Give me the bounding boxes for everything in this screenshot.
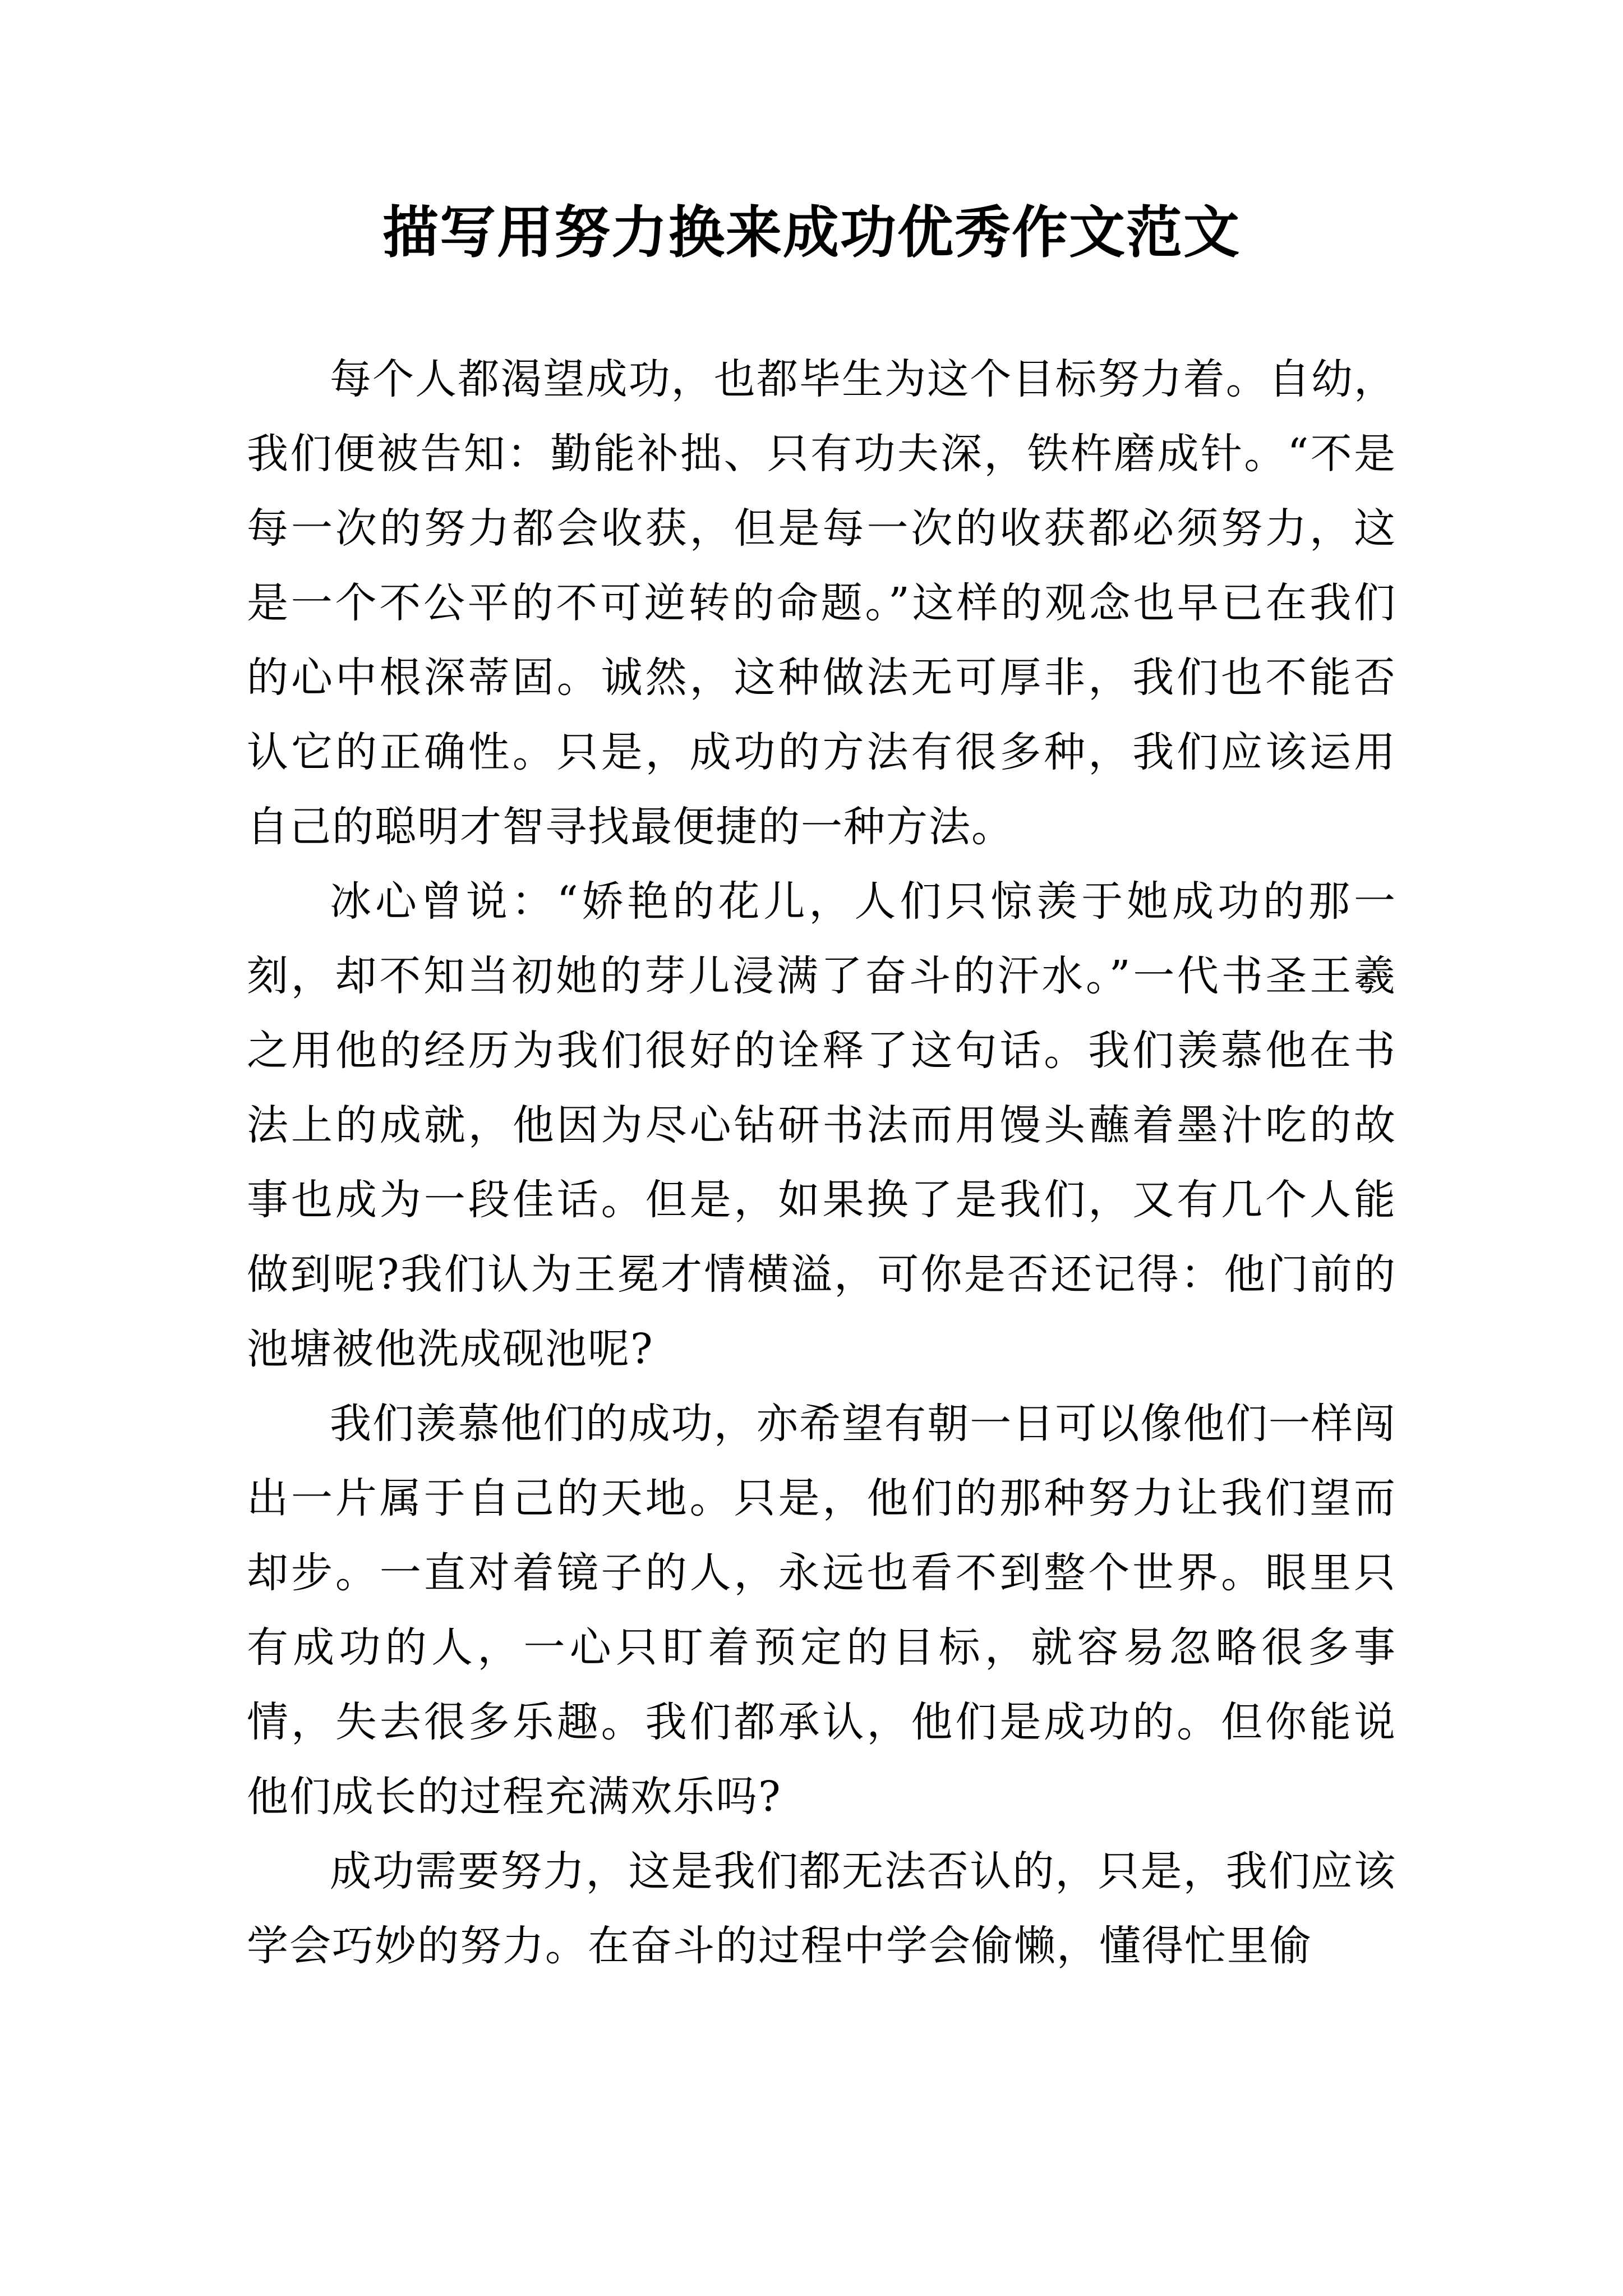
document-body xyxy=(247,342,1396,1984)
document-title: 描写用努力换来成功优秀作文范文 xyxy=(382,200,1241,265)
paragraph-4: 成功需要努力，这是我们都无法否认的，只是，我们应该学会巧妙的努力。在奋斗的过程中学会偷懒，懂得忙里偷 xyxy=(247,1847,1396,1970)
paragraph-2: 冰心曾说：“娇艳的花儿，人们只惊羡于她成功的那一刻，却不知当初她的芽儿浸满了奋斗的汗水。”一代书圣王羲之用他的经历为我们很好的诠释了这句话。我们羡慕他在书法上的成就，他因为尽心钻研书法而用馒头蘸着墨汁吃的故事也成为一段佳话。但是，如果换了是我们，又有几个人能做到呢?我们认为王冕才情横溢，可你是否还记得：他门前的池塘被他洗成砚池呢? xyxy=(247,877,1396,1373)
paragraph-3: 我们羡慕他们的成功，亦希望有朝一日可以像他们一样闯出一片属于自己的天地。只是，他们的那种努力让我们望而却步。一直对着镜子的人，永远也看不到整个世界。眼里只有成功的人，一心只盯着预定的目标，就容易忽略很多事情，失去很多乐趣。我们都承认，他们是成功的。但你能说他们成长的过程充满欢乐吗? xyxy=(247,1400,1396,1821)
paragraph-1: 每个人都渴望成功，也都毕生为这个目标努力着。自幼，我们便被告知：勤能补拙、只有功夫深，铁杵磨成针。“不是每一次的努力都会收获，但是每一次的收获都必须努力，这是一个不公平的不可逆转的命题。”这样的观念也早已在我们的心中根深蒂固。诚然，这种做法无可厚非，我们也不能否认它的正确性。只是，成功的方法有很多种，我们应该运用自己的聪明才智寻找最便捷的一种方法。 xyxy=(247,355,1396,851)
